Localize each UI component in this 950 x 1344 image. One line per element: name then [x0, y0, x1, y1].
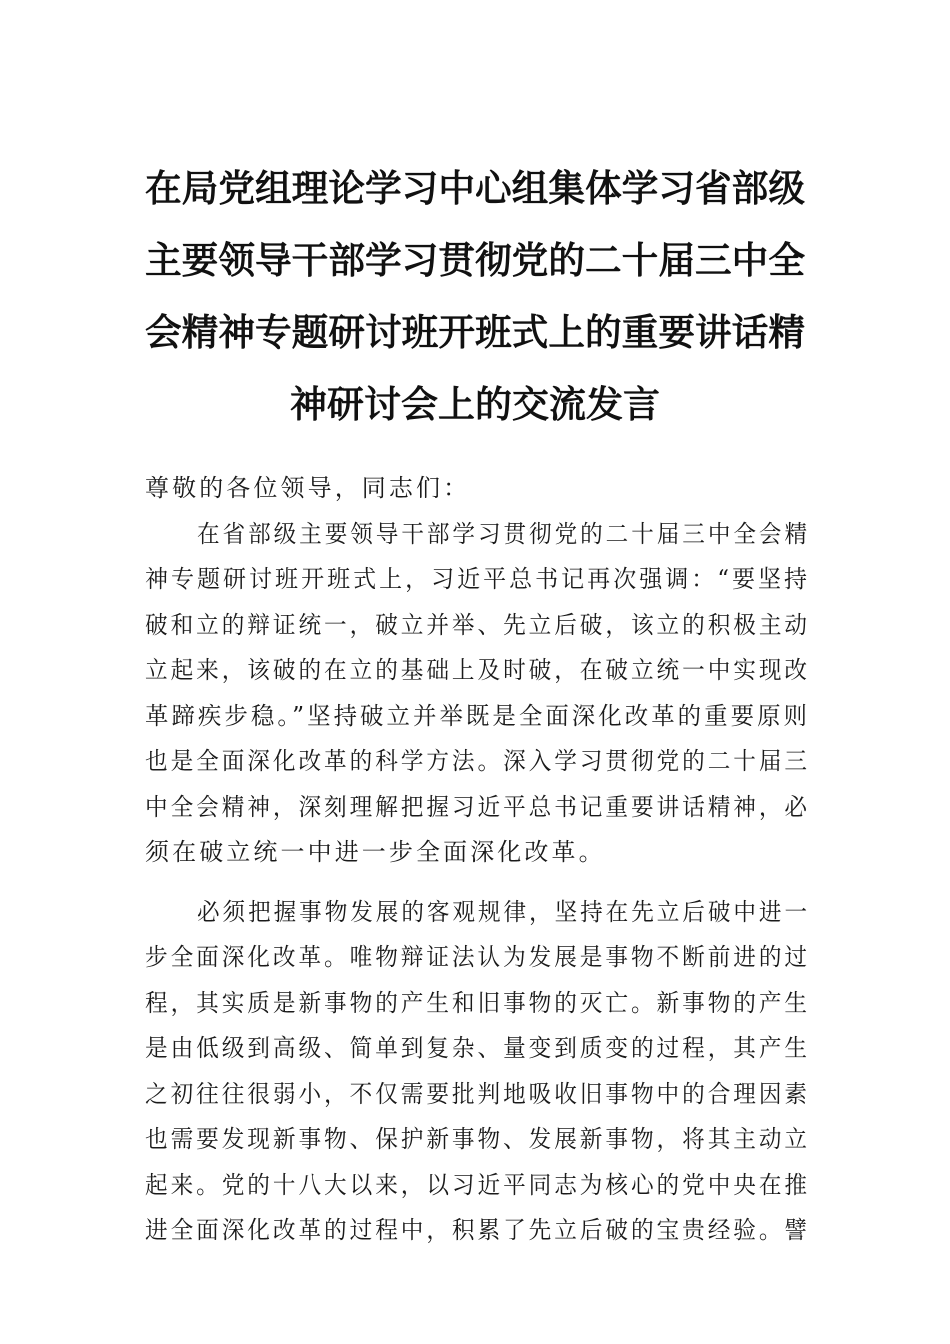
title-line: 主要领导干部学习贯彻党的二十届三中全 — [145, 238, 806, 282]
paragraph-line: 须在破立统一中进一步全面深化改革。 — [145, 838, 606, 866]
paragraph-line: 中全会精神，深刻理解把握习近平总书记重要讲话精神，必 — [145, 792, 811, 821]
title-line: 会精神专题研讨班开班式上的重要讲话精 — [145, 310, 806, 354]
title-line: 神研讨会上的交流发言 — [290, 382, 660, 426]
paragraph-line: 革蹄疾步稳。”坚持破立并举既是全面深化改革的重要原则 — [145, 701, 811, 730]
paragraph-line: 立起来，该破的在立的基础上及时破，在破立统一中实现改 — [145, 656, 811, 684]
paragraph-line: 之初往往很弱小，不仅需要批判地吸收旧事物中的合理因素 — [145, 1079, 811, 1108]
paragraph-line: 在省部级主要领导干部学习贯彻党的二十届三中全会精 — [197, 519, 811, 548]
paragraph-line: 是由低级到高级、简单到复杂、量变到质变的过程，其产生 — [145, 1034, 811, 1062]
salutation: 尊敬的各位领导，同志们： — [145, 474, 471, 502]
paragraph-line: 破和立的辩证统一，破立并举、先立后破，该立的积极主动 — [145, 610, 811, 639]
paragraph-line: 程，其实质是新事物的产生和旧事物的灭亡。新事物的产生 — [145, 988, 811, 1017]
paragraph-line: 起来。党的十八大以来，以习近平同志为核心的党中央在推 — [145, 1170, 811, 1199]
paragraph-2 — [145, 890, 810, 1254]
paragraph-line: 也是全面深化改革的科学方法。深入学习贯彻党的二十届三 — [145, 747, 811, 775]
paragraph-line: 必须把握事物发展的客观规律，坚持在先立后破中进一 — [197, 897, 811, 926]
paragraph-line: 进全面深化改革的过程中，积累了先立后破的宝贵经验。譬 — [145, 1216, 811, 1244]
paragraph-1 — [145, 512, 810, 876]
document-body — [145, 466, 810, 1254]
paragraph-spacer — [145, 876, 810, 890]
paragraph-line: 也需要发现新事物、保护新事物、发展新事物，将其主动立 — [145, 1125, 811, 1153]
document-title — [145, 152, 805, 440]
paragraph-line: 步全面深化改革。唯物辩证法认为发展是事物不断前进的过 — [145, 943, 811, 971]
title-line: 在局党组理论学习中心组集体学习省部级 — [145, 166, 806, 210]
paragraph-line: 神专题研讨班开班式上，习近平总书记再次强调：“要坚持 — [145, 565, 811, 593]
